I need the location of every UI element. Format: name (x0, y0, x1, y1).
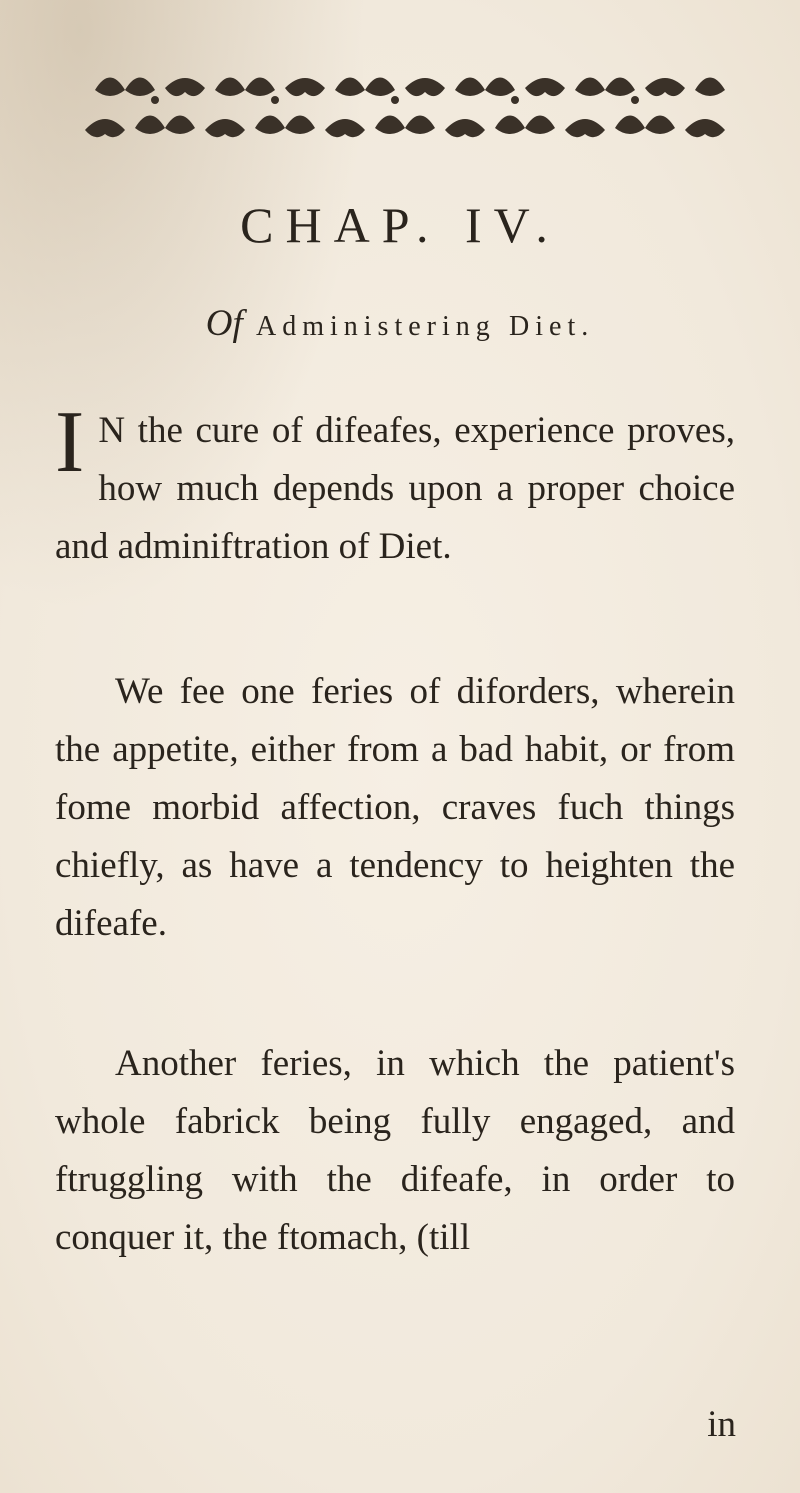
paragraph-1-text: N the cure of difeafes, experience proves, how much depends upon a proper choice and adminiftration of Diet. (55, 410, 735, 567)
subtitle-of: Of (205, 303, 243, 344)
catchword: in (707, 1404, 736, 1445)
subtitle-diet: Diet. (509, 311, 595, 342)
paragraph-3: Another feries, in which the patient's whole fabrick being fully engaged, and ftruggling with the difeafe, in order to conquer it, the ftomach, (till (55, 1043, 735, 1258)
chapter-heading: CHAP. IV. (240, 197, 560, 253)
subtitle-administering: Administering (256, 311, 496, 342)
paragraph-2: We fee one feries of diforders, wherein the appetite, either from a bad habit, or from fome morbid affection, craves fuch things chiefly, as have a tendency to heighten the difeafe. (55, 671, 735, 944)
ornamental-headpiece (85, 60, 740, 150)
chapter-subtitle (0, 305, 800, 342)
paragraph-1 (55, 394, 735, 576)
drop-cap: I (55, 394, 85, 491)
